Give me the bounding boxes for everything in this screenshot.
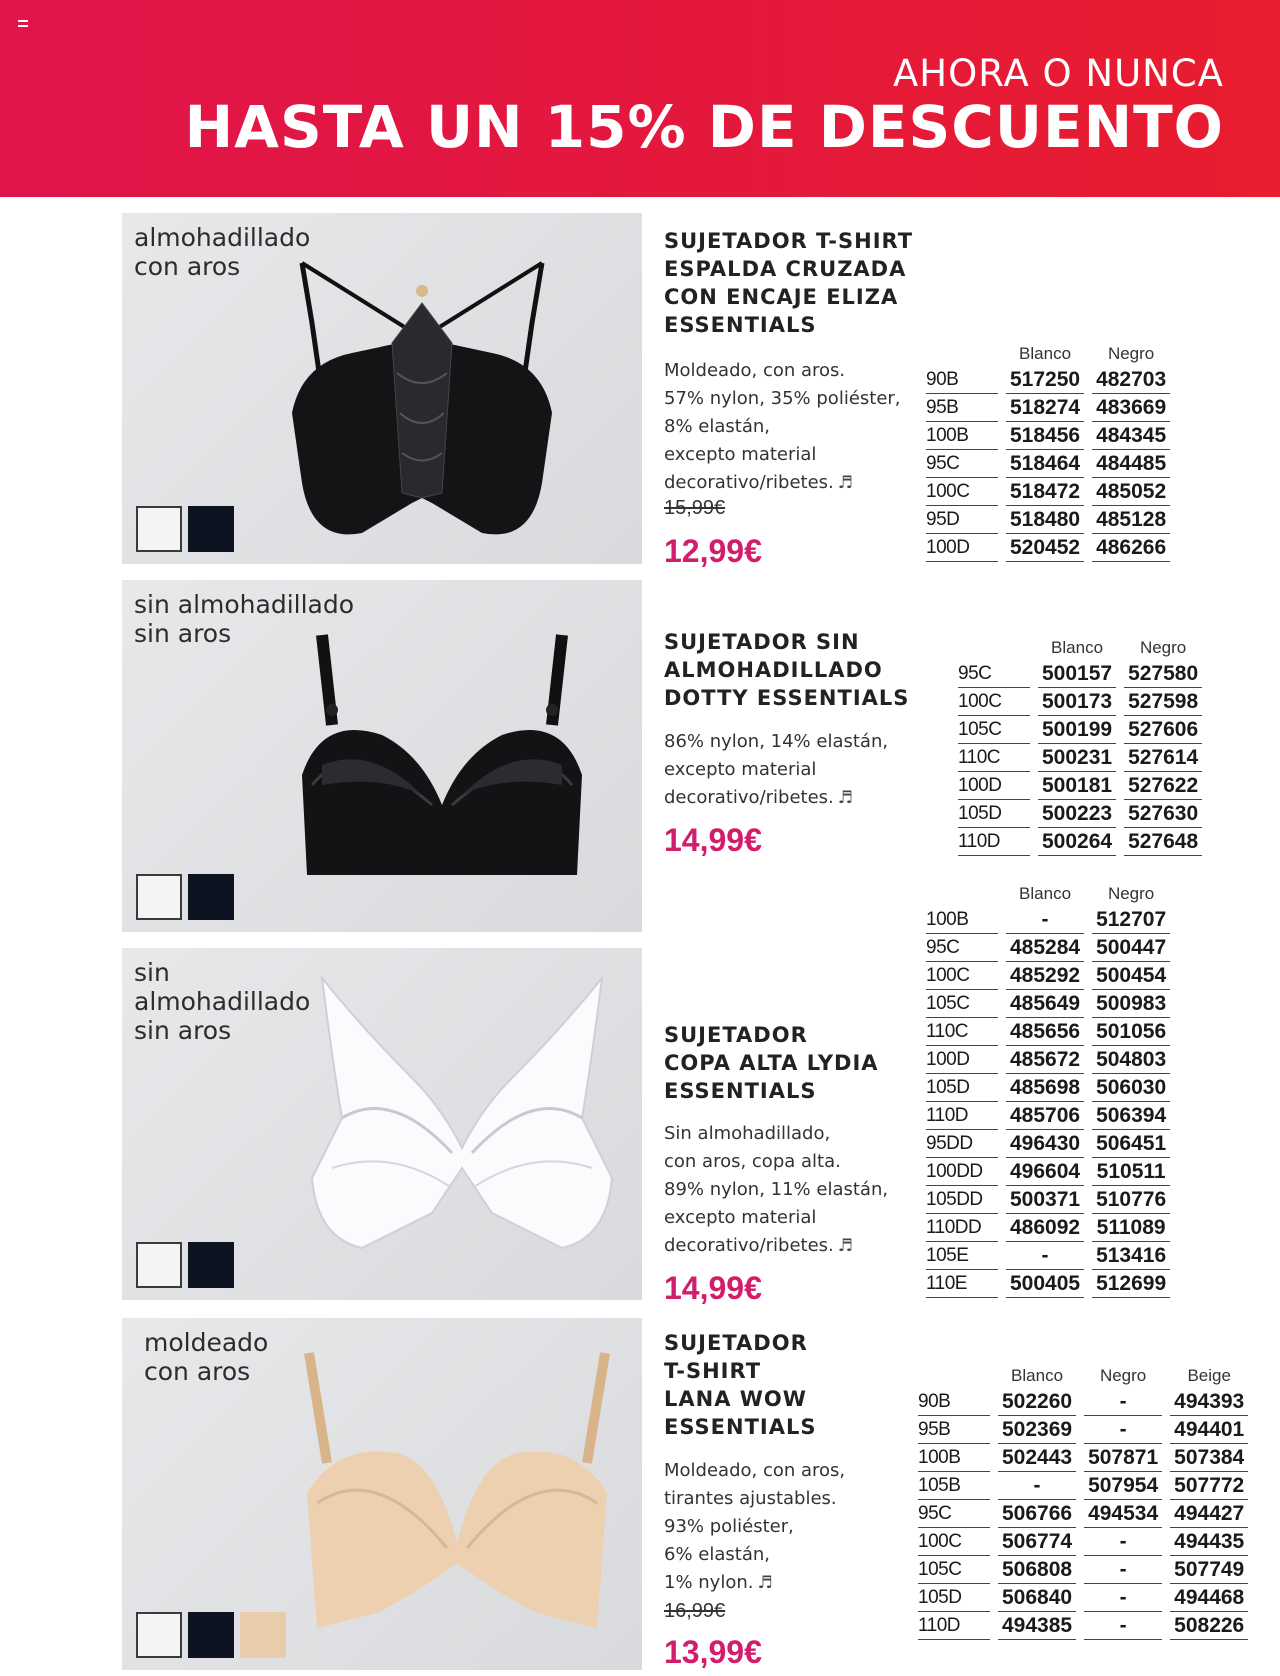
price: 14,99€	[664, 1270, 762, 1306]
banner-headline: HASTA UN 15% DE DESCUENTO	[184, 93, 1224, 161]
table-row: 105C 500199 527606	[958, 716, 1202, 744]
table-row: 105C 485649 500983	[926, 990, 1170, 1018]
product-title: SUJETADOR T-SHIRT ESPALDA CRUZADA CON ENCAJE ELIZA ESSENTIALS	[664, 229, 914, 337]
table-row: 100D 520452 486266	[926, 534, 1170, 562]
column-header: Blanco	[1019, 884, 1072, 903]
color-swatch-black[interactable]	[188, 1242, 234, 1288]
wash-icon: ♬	[837, 1236, 854, 1256]
menu-icon[interactable]	[18, 20, 28, 27]
wash-icon: ♬	[757, 1573, 773, 1593]
table-row: 110E 500405 512699	[926, 1270, 1170, 1298]
table-row: 95B 518274 483669	[926, 394, 1170, 422]
table-row: 105D 506840 - 494468	[918, 1584, 1248, 1612]
product-label: almohadillado con aros	[134, 223, 311, 281]
table-row: 95C 485284 500447	[926, 934, 1170, 962]
size-table-wow	[910, 1364, 1256, 1640]
size-table-eliza	[918, 342, 1178, 562]
color-swatch-white[interactable]	[136, 874, 182, 920]
table-row: 90B 517250 482703	[926, 366, 1170, 394]
product-title: SUJETADOR T-SHIRT LANA WOW ESSENTIALS	[664, 1331, 817, 1439]
table-row: 105B - 507954 507772	[918, 1472, 1248, 1500]
bra-image-black-dotty	[292, 625, 592, 895]
table-row: 95D 518480 485128	[926, 506, 1170, 534]
table-row: 90B 502260 - 494393	[918, 1388, 1248, 1416]
table-row: 110D 494385 - 508226	[918, 1612, 1248, 1640]
banner-subtitle: AHORA O NUNCA	[892, 52, 1224, 95]
color-swatch-black[interactable]	[188, 874, 234, 920]
table-row: 95B 502369 - 494401	[918, 1416, 1248, 1444]
table-row: 105D 485698 506030	[926, 1074, 1170, 1102]
color-swatch-black[interactable]	[188, 1612, 234, 1658]
table-row: 100C 518472 485052	[926, 478, 1170, 506]
table-row: 100D 500181 527622	[958, 772, 1202, 800]
bra-image-beige-tshirt	[297, 1343, 617, 1643]
old-price: 16,99€	[664, 1600, 726, 1622]
promo-banner	[0, 0, 1280, 197]
product-description: Moldeado, con aros, tirantes ajustables. 93% poliéster, 6% elastán, 1% nylon. ♬	[664, 1457, 845, 1597]
color-swatch-white[interactable]	[136, 1612, 182, 1658]
product-label: sin almohadillado sin aros	[134, 958, 311, 1045]
table-row: 100DD 496604 510511	[926, 1158, 1170, 1186]
size-table-dotty	[950, 636, 1210, 856]
table-row: 100C 485292 500454	[926, 962, 1170, 990]
color-swatch-beige[interactable]	[240, 1612, 286, 1658]
column-header: Negro	[1139, 638, 1187, 657]
product-title: SUJETADOR SIN ALMOHADILLADO DOTTY ESSENTIALS	[664, 630, 910, 710]
table-row: 110D 500264 527648	[958, 828, 1202, 856]
table-row: 100C 500173 527598	[958, 688, 1202, 716]
column-header: Blanco	[1011, 1366, 1064, 1385]
color-swatch-black[interactable]	[188, 506, 234, 552]
bra-image-white-lace	[302, 968, 622, 1268]
table-row: 110C 500231 527614	[958, 744, 1202, 772]
price: 12,99€	[664, 533, 762, 569]
product-photo-lydia[interactable]	[122, 948, 642, 1300]
product-photo-eliza[interactable]	[122, 213, 642, 564]
column-header: Negro	[1107, 884, 1155, 903]
table-row: 105E - 513416	[926, 1242, 1170, 1270]
color-swatch-white[interactable]	[136, 506, 182, 552]
column-header: Blanco	[1051, 638, 1104, 657]
product-label: sin almohadillado sin aros	[134, 590, 355, 648]
table-row: 105D 500223 527630	[958, 800, 1202, 828]
table-row: 105DD 500371 510776	[926, 1186, 1170, 1214]
product-photo-dotty[interactable]	[122, 580, 642, 932]
table-row: 110D 485706 506394	[926, 1102, 1170, 1130]
table-row: 110DD 486092 511089	[926, 1214, 1170, 1242]
product-title: SUJETADOR COPA ALTA LYDIA ESSENTIALS	[664, 1023, 879, 1103]
wash-icon: ♬	[837, 788, 854, 808]
table-row: 100D 485672 504803	[926, 1046, 1170, 1074]
table-row: 95C 518464 484485	[926, 450, 1170, 478]
size-table-lydia	[918, 882, 1178, 1298]
color-swatch-white[interactable]	[136, 1242, 182, 1288]
table-row: 95C 506766 494534 494427	[918, 1500, 1248, 1528]
price: 13,99€	[664, 1634, 762, 1670]
product-photo-wow[interactable]	[122, 1318, 642, 1670]
product-description: Moldeado, con aros. 57% nylon, 35% poliéster, 8% elastán, excepto material decorativo/ribetes. ♬	[664, 357, 901, 497]
product-description: 86% nylon, 14% elastán, excepto material decorativo/ribetes. ♬	[664, 728, 888, 812]
price: 14,99€	[664, 822, 762, 858]
column-header: Negro	[1107, 344, 1155, 363]
table-row: 100B - 512707	[926, 906, 1170, 934]
bra-image-black-lace	[282, 243, 562, 553]
table-row: 95C 500157 527580	[958, 660, 1202, 688]
table-row: 100C 506774 - 494435	[918, 1528, 1248, 1556]
table-row: 105C 506808 - 507749	[918, 1556, 1248, 1584]
table-row: 100B 518456 484345	[926, 422, 1170, 450]
wash-icon: ♬	[837, 473, 854, 493]
column-header: Beige	[1187, 1366, 1231, 1385]
table-row: 110C 485656 501056	[926, 1018, 1170, 1046]
column-header: Negro	[1099, 1366, 1147, 1385]
table-row: 100B 502443 507871 507384	[918, 1444, 1248, 1472]
column-header: Blanco	[1019, 344, 1072, 363]
product-label: moldeado con aros	[144, 1328, 269, 1386]
product-description: Sin almohadillado, con aros, copa alta. 89% nylon, 11% elastán, excepto material decorativo/ribetes. ♬	[664, 1120, 888, 1260]
table-row: 95DD 496430 506451	[926, 1130, 1170, 1158]
old-price: 15,99€	[664, 497, 726, 519]
